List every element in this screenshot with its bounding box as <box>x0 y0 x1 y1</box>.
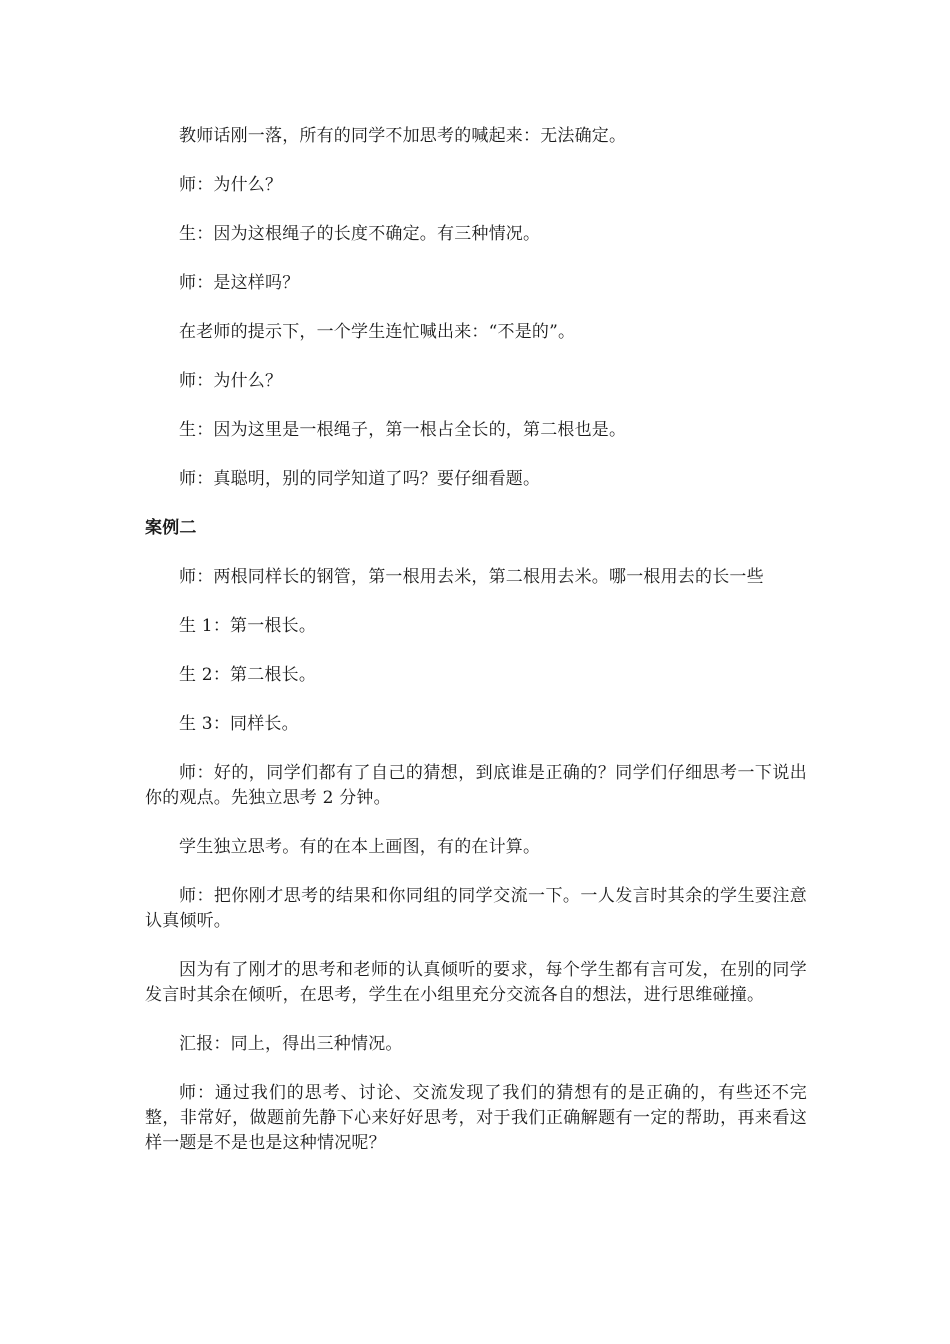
paragraph-4: 师：是这样吗？ <box>179 273 300 293</box>
paragraph-6: 师：为什么？ <box>179 371 283 391</box>
paragraph-18: 师：通过我们的思考、讨论、交流发现了我们的猜想有的是正确的，有些还不完整，非常好，做题前先静下心来好好思考，对于我们正确解题有一定的帮助，再来看这样一题是不是也是这种情况呢？ <box>145 1083 807 1153</box>
paragraph-10: 生 1：第一根长。 <box>179 616 317 636</box>
paragraph-15: 师：把你刚才思考的结果和你同组的同学交流一下。一人发言时其余的学生要注意认真倾听。 <box>145 886 807 931</box>
paragraph-17: 汇报：同上，得出三种情况。 <box>179 1034 403 1054</box>
paragraph-5: 在老师的提示下，一个学生连忙喊出来：“不是的”。 <box>179 322 576 342</box>
paragraph-16: 因为有了刚才的思考和老师的认真倾听的要求，每个学生都有言可发，在别的同学发言时其余在倾听，在思考，学生在小组里充分交流各自的想法，进行思维碰撞。 <box>145 960 807 1005</box>
paragraph-13: 师：好的，同学们都有了自己的猜想，到底谁是正确的？同学们仔细思考一下说出你的观点。先独立思考 2 分钟。 <box>145 763 807 808</box>
paragraph-2: 师：为什么？ <box>179 175 283 195</box>
document-page <box>145 124 807 1180</box>
paragraph-11: 生 2：第二根长。 <box>179 665 317 685</box>
section-heading: 案例二 <box>145 518 197 538</box>
paragraph-12: 生 3：同样长。 <box>179 714 299 734</box>
paragraph-3: 生：因为这根绳子的长度不确定。有三种情况。 <box>179 224 541 244</box>
paragraph-1: 教师话刚一落，所有的同学不加思考的喊起来：无法确定。 <box>179 126 627 146</box>
paragraph-8: 师：真聪明，别的同学知道了吗？要仔细看题。 <box>179 469 541 489</box>
paragraph-14: 学生独立思考。有的在本上画图，有的在计算。 <box>179 837 541 857</box>
paragraph-9: 师：两根同样长的钢管，第一根用去米，第二根用去米。哪一根用去的长一些 <box>179 567 764 587</box>
paragraph-7: 生：因为这里是一根绳子，第一根占全长的，第二根也是。 <box>179 420 627 440</box>
